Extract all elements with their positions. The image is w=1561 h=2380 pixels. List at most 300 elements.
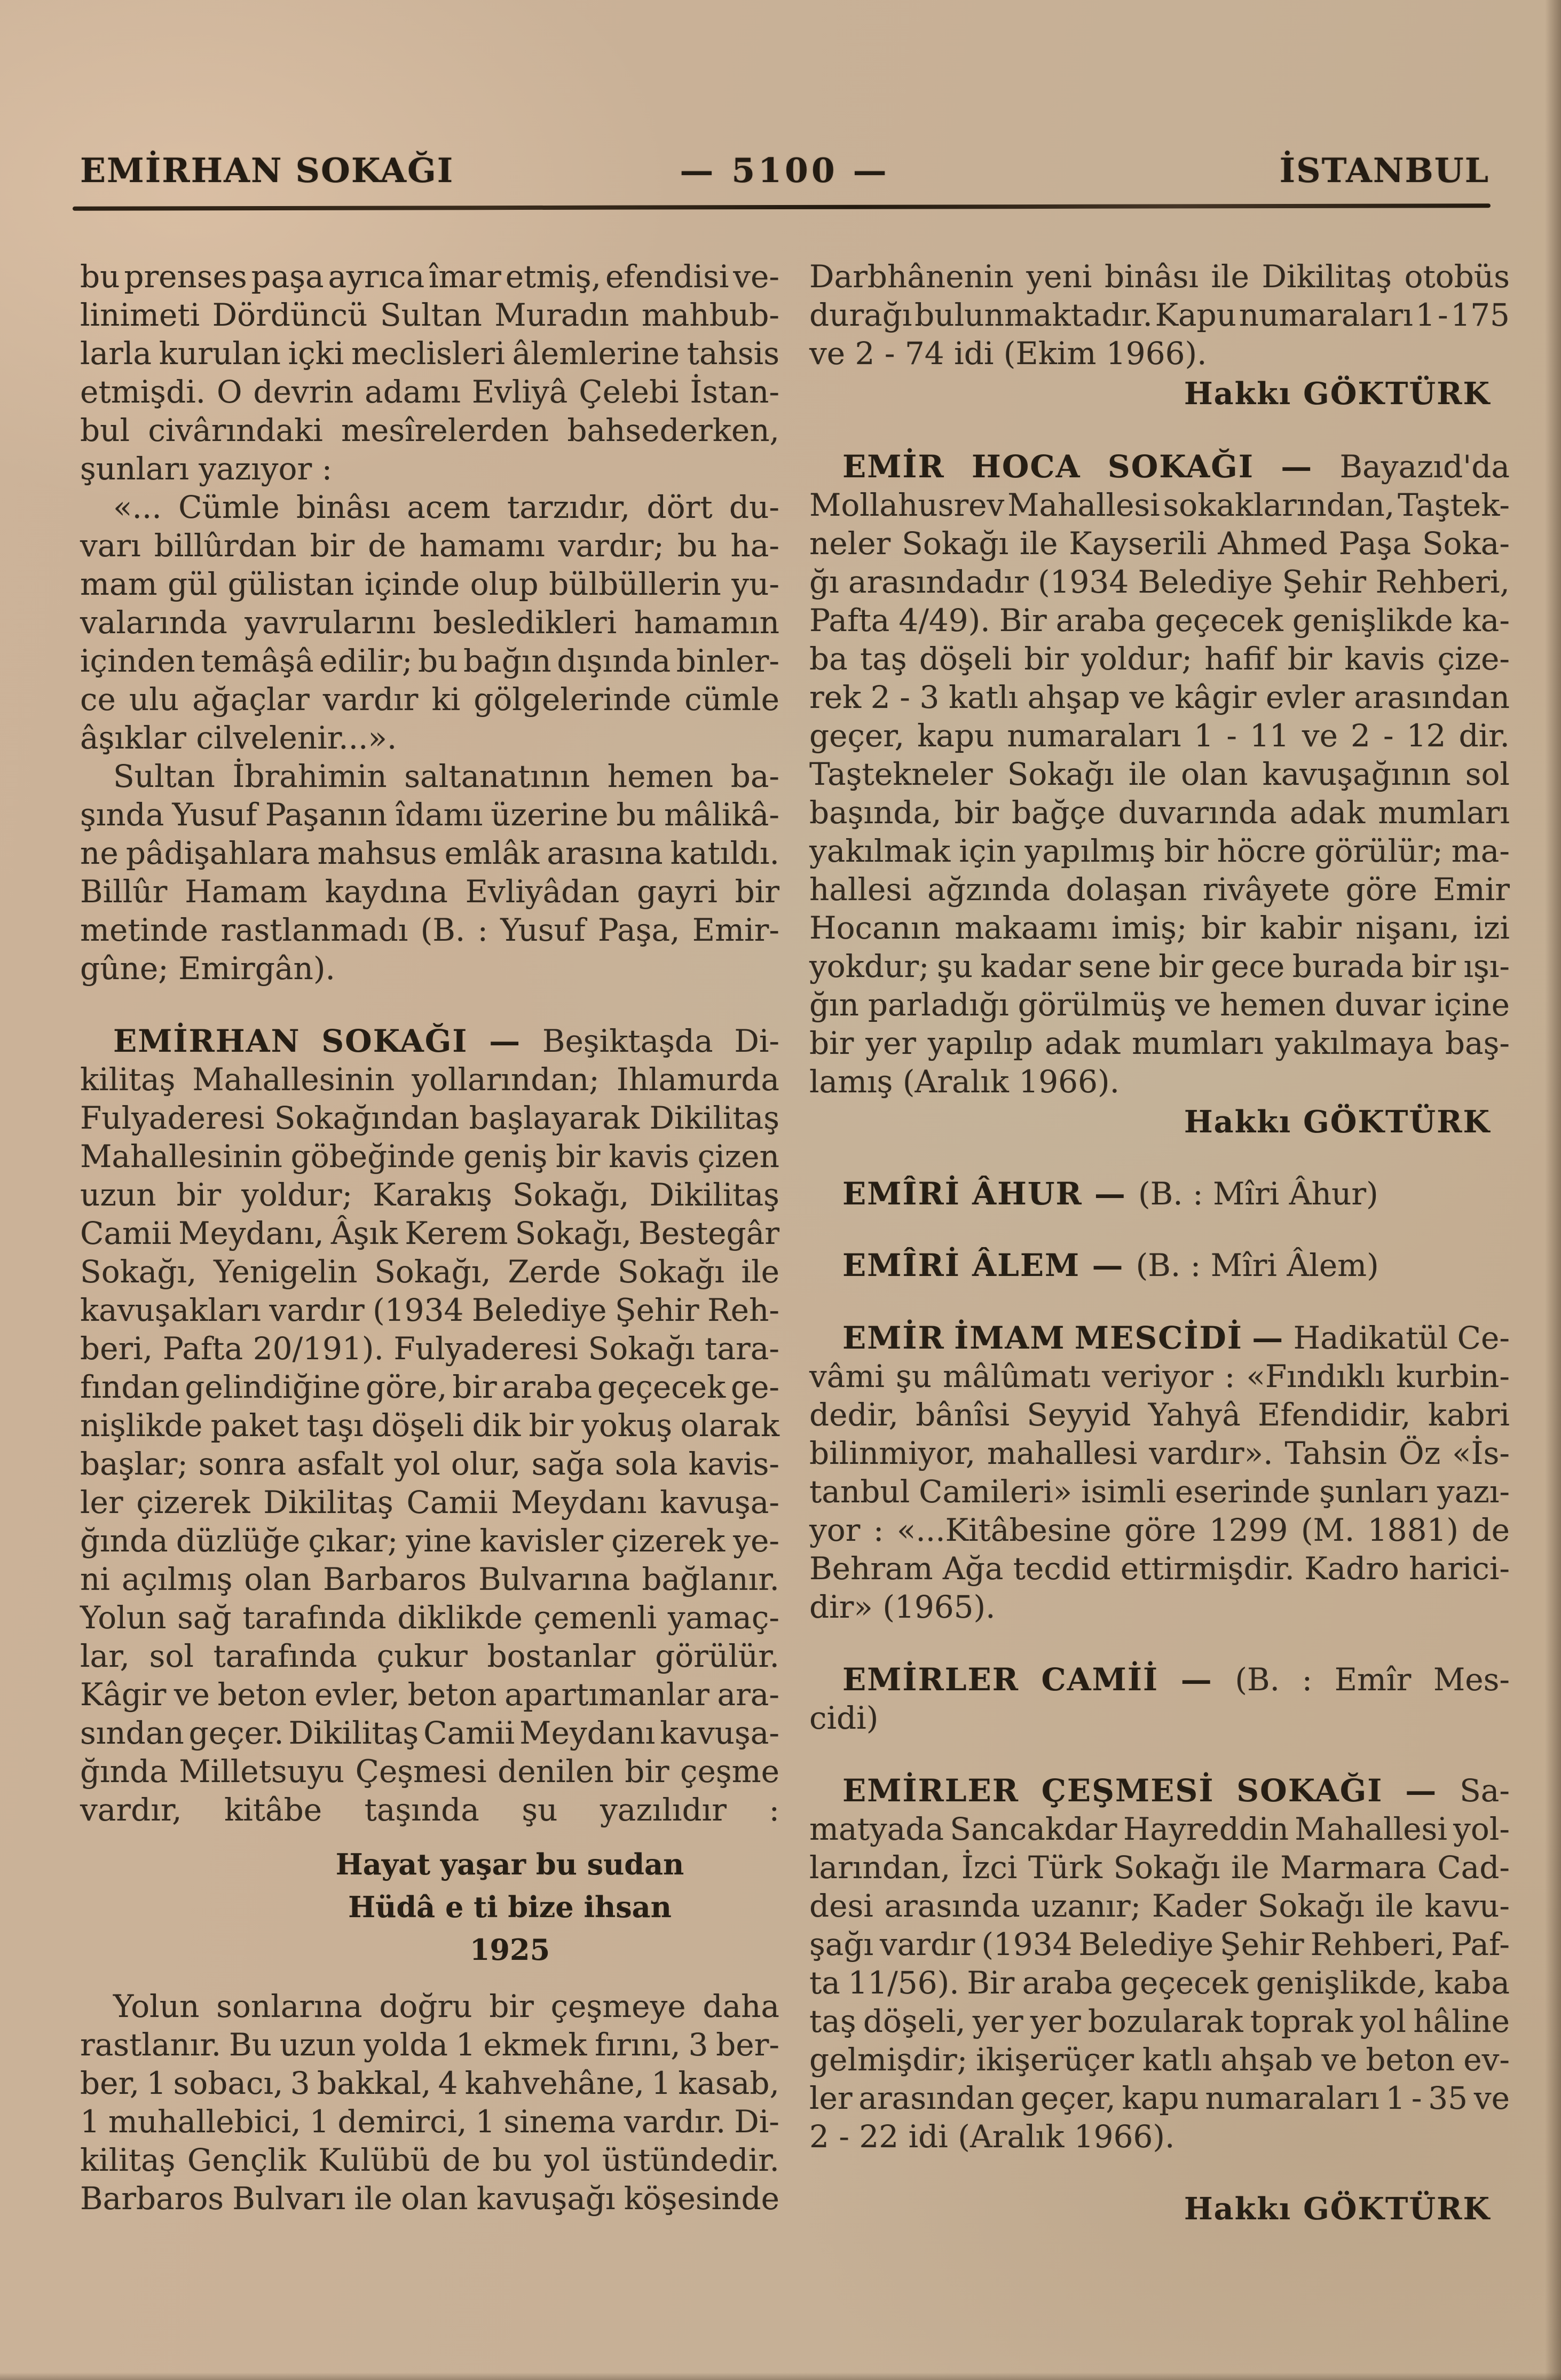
word: hemen (1220, 987, 1326, 1023)
text-line (809, 1964, 1510, 2002)
page-number: — 5100 — (680, 151, 890, 190)
word: vardır (879, 1926, 975, 1963)
word: başlayarak (469, 1100, 640, 1136)
word: bağçe (1011, 794, 1106, 831)
text-line (809, 1357, 1510, 1396)
word: gayri (637, 873, 718, 910)
text-line (809, 2040, 1510, 2079)
word: Şehir (614, 1292, 699, 1328)
word: Sancakdar (950, 1811, 1117, 1847)
word: dir. (1458, 718, 1510, 754)
word: : (1224, 1358, 1235, 1394)
word: ha- (730, 527, 779, 564)
word: arasındadır (848, 564, 1029, 600)
word: - (1437, 297, 1448, 333)
word: Barbaros (323, 1561, 467, 1597)
word: höcre (1217, 833, 1306, 869)
word: için (959, 833, 1016, 869)
text-line (809, 793, 1510, 832)
text-line (809, 563, 1510, 601)
word: bu (80, 258, 120, 295)
word: Emir (1433, 871, 1510, 908)
text-line (80, 719, 779, 757)
lemma-heading-word: ÇEŞMESİ (1041, 1772, 1215, 1809)
word: geçecek (1119, 1965, 1249, 2001)
word: mahsus (317, 835, 437, 871)
word: Fulyaderesi (80, 1100, 265, 1136)
word: bir (176, 1177, 222, 1213)
word: bahsederken, (567, 412, 779, 448)
word: Taştekneler (809, 756, 993, 792)
text-line (80, 1137, 779, 1176)
word: uzanır; (1031, 1888, 1141, 1924)
text-line (809, 2002, 1510, 2040)
word: kabri (1428, 1397, 1510, 1433)
word: yokdur; (809, 948, 929, 984)
word: Yusuf (172, 797, 257, 833)
word: neler (809, 525, 891, 562)
word: geçecek (1155, 602, 1283, 639)
word: Tahsin (1284, 1435, 1387, 1471)
word: metinde (80, 912, 208, 948)
word: (B. (420, 912, 466, 948)
word: saltanatının (404, 758, 590, 794)
word: ne (80, 835, 119, 871)
word: sene (1078, 948, 1151, 984)
verse-line: 1925 (469, 1933, 550, 1967)
text-line (80, 411, 779, 450)
text-run: (B. : Mîri Âhur) (1138, 1176, 1378, 1212)
word: şu (522, 1792, 558, 1828)
word: Dördüncü (212, 297, 368, 333)
word: ışı- (1463, 948, 1510, 984)
word: mumları (1132, 1025, 1264, 1061)
word: Camii (406, 1484, 498, 1520)
word: ni (80, 1561, 110, 1597)
word: çukur (376, 1638, 468, 1674)
text-line (80, 680, 779, 719)
text-line (809, 1925, 1510, 1964)
text-line (809, 1771, 1510, 1810)
word: bülbüllerin (549, 566, 721, 602)
text-line (809, 1024, 1510, 1062)
word: Kerem (405, 1215, 508, 1251)
text-line (809, 1319, 1510, 1357)
word: ayrıca (328, 258, 425, 295)
word: Camii (80, 1215, 172, 1251)
word: düzlüğe (176, 1523, 301, 1559)
word: Kâgir (80, 1676, 167, 1713)
verse-line: Hayat yaşar bu sudan (335, 1847, 684, 1881)
lemma-heading-word: MESCİDİ (1074, 1320, 1243, 1356)
word: Taştek- (1398, 487, 1510, 523)
word: ma- (1451, 833, 1510, 869)
text-line (809, 832, 1510, 870)
word: tarafında (213, 1638, 357, 1674)
word: katıldı. (670, 835, 779, 871)
word: kurbin- (1396, 1358, 1510, 1394)
word: ğında (80, 1523, 168, 1559)
word: Sokağı (617, 1254, 724, 1290)
word: Yolun (113, 1988, 200, 2024)
word: ile (741, 1254, 779, 1290)
word: Yolun (80, 1599, 167, 1636)
text-line (80, 1252, 779, 1291)
word: Bayazıd'da (1339, 448, 1510, 485)
word: Rehberi, (1375, 564, 1510, 600)
word: olarak (680, 1407, 779, 1444)
word: kâgir (1174, 679, 1257, 715)
word: kapu (917, 718, 995, 754)
word: muhallebici, (108, 2103, 301, 2140)
word: Sokağı, (515, 1215, 632, 1251)
word: Cümle (178, 489, 280, 525)
word: göbeğinde (290, 1138, 455, 1175)
word: Mahallesi (1295, 1811, 1447, 1847)
word: ta (809, 1965, 840, 2001)
word: daha (703, 1988, 779, 2024)
word: Sokağı, (80, 1254, 197, 1290)
word: 4 (438, 2065, 458, 2101)
word: sağ (177, 1599, 232, 1636)
word: de (442, 2142, 480, 2178)
word: ve (1129, 679, 1165, 715)
text-line (80, 1214, 779, 1252)
word: meclisleri (351, 335, 505, 372)
word: 1299 (1209, 1512, 1288, 1548)
word: Ihlamurda (616, 1061, 779, 1098)
word: Mollahusrev (809, 487, 1005, 523)
word: göre (1345, 871, 1417, 908)
word: : (873, 1512, 884, 1548)
word: paket (210, 1407, 299, 1444)
word: ev- (1463, 2042, 1510, 2078)
word: gül (168, 566, 218, 602)
text-line (80, 1560, 779, 1598)
text-line (80, 834, 779, 872)
word: - (900, 679, 910, 715)
word: geçecek (597, 1369, 726, 1405)
word: de (1471, 1512, 1510, 1548)
word: dışında (557, 643, 671, 679)
word: olur, (451, 1446, 521, 1482)
column-right (809, 257, 1510, 2228)
word: ka- (1462, 602, 1510, 639)
word: kahvehâne, (464, 2065, 644, 2101)
word: Sokağı, (374, 1254, 491, 1290)
text-line (80, 949, 779, 988)
word: görülmüş (1018, 987, 1166, 1023)
word: Sokağından (274, 1100, 460, 1136)
word: Evliyâdan (465, 873, 620, 910)
word: başlar; (80, 1446, 188, 1482)
word: Paf- (1450, 1926, 1510, 1963)
text-line (80, 911, 779, 949)
word: sola (614, 1446, 678, 1482)
word: 1 (651, 2065, 672, 2101)
word: Seyyid (1027, 1397, 1131, 1433)
word: Dikilitaş (649, 1100, 779, 1136)
word: arasına (547, 835, 663, 871)
text-line (80, 2141, 779, 2179)
word: yavrularını (245, 604, 416, 641)
paragraph (809, 257, 1510, 373)
word: bir (954, 794, 999, 831)
word: çeşmeye (550, 1988, 686, 2024)
text-line (80, 1637, 779, 1675)
running-head-lemma: EMİRHAN SOKAĞI (80, 151, 454, 190)
word: şağı (809, 1926, 874, 1963)
word: kavis (1344, 641, 1425, 677)
word: Sokağı (1007, 756, 1114, 792)
word: Paşa, (597, 912, 680, 948)
word: Bestegâr (638, 1215, 779, 1251)
word: bu (616, 797, 656, 833)
word: isimli (1081, 1473, 1166, 1510)
word: Muradın (494, 297, 629, 333)
word: ve (1175, 987, 1211, 1023)
word: rastlanmadı (220, 912, 408, 948)
lemma-heading-word: — (1252, 1320, 1284, 1356)
word: kadar (980, 948, 1071, 984)
word: Türk (1028, 1849, 1102, 1886)
word: ile (1128, 756, 1167, 792)
text-line (809, 909, 1510, 947)
entry-paragraph (809, 447, 1510, 1101)
word: prenses (124, 258, 247, 295)
text-run: âşıklar cilvelenir...». (80, 720, 397, 756)
word: bir (1164, 833, 1209, 869)
word: ce (80, 681, 116, 718)
word: ve (1321, 2042, 1358, 2078)
word: numaraları (1007, 718, 1181, 754)
word: tarzıdır, (507, 489, 630, 525)
word: uzun (80, 1177, 156, 1213)
word: fından (80, 1369, 180, 1405)
word: toprak (1250, 2003, 1353, 2039)
word: ile (354, 2180, 392, 2217)
word: 1 (80, 2103, 100, 2140)
text-line (80, 1060, 779, 1099)
word: Dikilitaş (288, 1715, 419, 1751)
word: içine (1434, 987, 1510, 1023)
word: bir (1287, 641, 1333, 677)
word: ye- (733, 1523, 779, 1559)
text-line (80, 872, 779, 911)
text-line (809, 986, 1510, 1024)
word: ahşap (1027, 679, 1121, 715)
text-line (809, 947, 1510, 986)
word: valarında (80, 604, 227, 641)
entry-paragraph (809, 1319, 1510, 1626)
word: gece (1211, 948, 1285, 984)
text-run: lamış (Aralık 1966). (809, 1063, 1120, 1100)
word: kasab, (678, 2065, 779, 2101)
word: yer (865, 1025, 917, 1061)
word: bozularak (1087, 2003, 1243, 2039)
word: kavuşağı (476, 2180, 616, 2217)
word: bakkal, (317, 2065, 431, 2101)
word: ağzında (927, 871, 1051, 908)
word: linimeti (80, 297, 200, 333)
word: Emîr (1334, 1661, 1412, 1698)
word: yol (394, 1446, 440, 1482)
word: Bulvarına (478, 1561, 630, 1597)
word: (1934 (373, 1292, 464, 1328)
word: larından, (809, 1849, 951, 1886)
word: izi (1473, 910, 1510, 946)
word: vardır (269, 1292, 365, 1328)
word: mahbub- (641, 297, 779, 333)
word: ile (1020, 525, 1058, 562)
word: beton (407, 1676, 497, 1713)
author-signature: Hakkı GÖKTÜRK (1184, 376, 1491, 412)
paragraph (80, 757, 779, 988)
word: Zerde (508, 1254, 601, 1290)
word: yolda (364, 2027, 448, 2063)
word: Efendidir, (1257, 1397, 1411, 1433)
word: Pafta (809, 602, 890, 639)
word: çize- (1437, 641, 1510, 677)
running-head-city: İSTANBUL (1279, 151, 1489, 190)
word: 175 (1450, 297, 1510, 333)
word: 12 (1406, 718, 1446, 754)
word: sonra (198, 1446, 287, 1482)
word: vardır; (558, 527, 664, 564)
text-line (809, 755, 1510, 793)
lemma-heading-word: CAMİİ (1041, 1661, 1159, 1698)
word: ğı (809, 564, 839, 600)
word: binâsı (296, 489, 390, 525)
word: Reh- (707, 1292, 779, 1328)
word: hemen (607, 758, 714, 794)
word: bir (310, 527, 355, 564)
word: sağa (531, 1446, 604, 1482)
word: «İs- (1452, 1435, 1510, 1471)
word: 1 (455, 2027, 476, 2063)
word: bir (529, 1407, 573, 1444)
word: Mahallesinin (80, 1138, 282, 1175)
text-line (809, 447, 1510, 486)
word: durağı (809, 297, 912, 333)
word: rivâyete (1202, 871, 1330, 908)
word: parladığı (868, 987, 1009, 1023)
word: 1 (146, 2065, 167, 2101)
word: etmiş, (505, 258, 602, 295)
word: Ce- (1457, 1320, 1510, 1356)
word: ki (431, 681, 461, 718)
word: sobacı, (173, 2065, 283, 2101)
word: kaydına (325, 873, 448, 910)
word: dört (647, 489, 713, 525)
text-run: (B. : Mîri Âlem) (1136, 1247, 1379, 1283)
word: kaba (1434, 1965, 1510, 2001)
word: bulunmaktadır. (914, 297, 1153, 333)
word: Kayserili (1069, 525, 1207, 562)
text-line (809, 1511, 1510, 1549)
word: araba (1022, 1965, 1113, 2001)
word: taş (809, 2003, 856, 2039)
word: Behram (809, 1550, 933, 1587)
word: başında, (809, 794, 942, 831)
word: diklikde (397, 1599, 523, 1636)
text-run: gûne; Emirgân). (80, 950, 335, 987)
word: Marmara (1280, 1849, 1426, 1886)
word: apartımanlar (504, 1676, 709, 1713)
word: adamı (365, 374, 461, 410)
word: Pafta (162, 1330, 243, 1367)
word: şu (895, 1358, 932, 1394)
word: beri, (80, 1330, 153, 1367)
word: tanbul (809, 1473, 910, 1510)
word: ile (1231, 1849, 1270, 1886)
word: yu- (731, 566, 779, 602)
text-line (809, 1699, 1510, 1737)
word: Sultan (380, 297, 482, 333)
word: Paşanın (265, 797, 388, 833)
word: vâmi (809, 1358, 885, 1394)
running-header (80, 151, 1489, 193)
word: 1 (475, 2103, 495, 2140)
word: ekmek (483, 2027, 587, 2063)
word: kurulan (159, 335, 281, 372)
word: ulu (129, 681, 179, 718)
word: adak (1044, 1025, 1121, 1061)
lemma-heading: EMÎRİ ÂLEM — (842, 1247, 1136, 1283)
word: ettirmişdir. (1120, 1550, 1295, 1587)
text-line (809, 1434, 1510, 1472)
word: kilitaş (80, 1061, 176, 1098)
text-line (80, 1483, 779, 1522)
text-line (80, 296, 779, 334)
word: paşa (251, 258, 324, 295)
lemma-heading-word: SOKAĞI (1107, 448, 1254, 485)
word: bir (452, 1369, 497, 1405)
word: yakılmak (809, 833, 951, 869)
word: - (1383, 718, 1394, 754)
word: genişlikde, (1256, 1965, 1426, 2001)
word: (1934 (1037, 564, 1129, 600)
text-line (809, 1549, 1510, 1588)
word: Milletsuyu (179, 1753, 345, 1790)
text-line (809, 640, 1510, 678)
word: ve (174, 1676, 210, 1713)
word: bir (625, 1753, 669, 1790)
word: yoldur; (1081, 641, 1193, 677)
word: Emir- (692, 912, 779, 948)
text-line (80, 1445, 779, 1483)
word: tecdid (1013, 1550, 1111, 1587)
word: devrin (253, 374, 354, 410)
word: etmişdi. (80, 374, 206, 410)
word: yokuş (581, 1407, 673, 1444)
word: Bir (967, 1965, 1015, 2001)
text-line (809, 1887, 1510, 1925)
word: numaraları (1205, 2080, 1379, 2116)
word: çeşme (680, 1753, 779, 1790)
word: 3 (290, 2065, 310, 2101)
text-line (80, 1714, 779, 1752)
word: beton (1366, 2042, 1455, 2078)
word: Paşa (1338, 525, 1412, 562)
text-line (80, 1522, 779, 1560)
author-signature: Hakkı GÖKTÜRK (1184, 1104, 1491, 1140)
text-line (80, 2026, 779, 2064)
word: bir (1411, 948, 1456, 984)
word: civârındaki (148, 412, 323, 448)
word: ve (1302, 718, 1338, 754)
word: Ağa (942, 1550, 1004, 1587)
